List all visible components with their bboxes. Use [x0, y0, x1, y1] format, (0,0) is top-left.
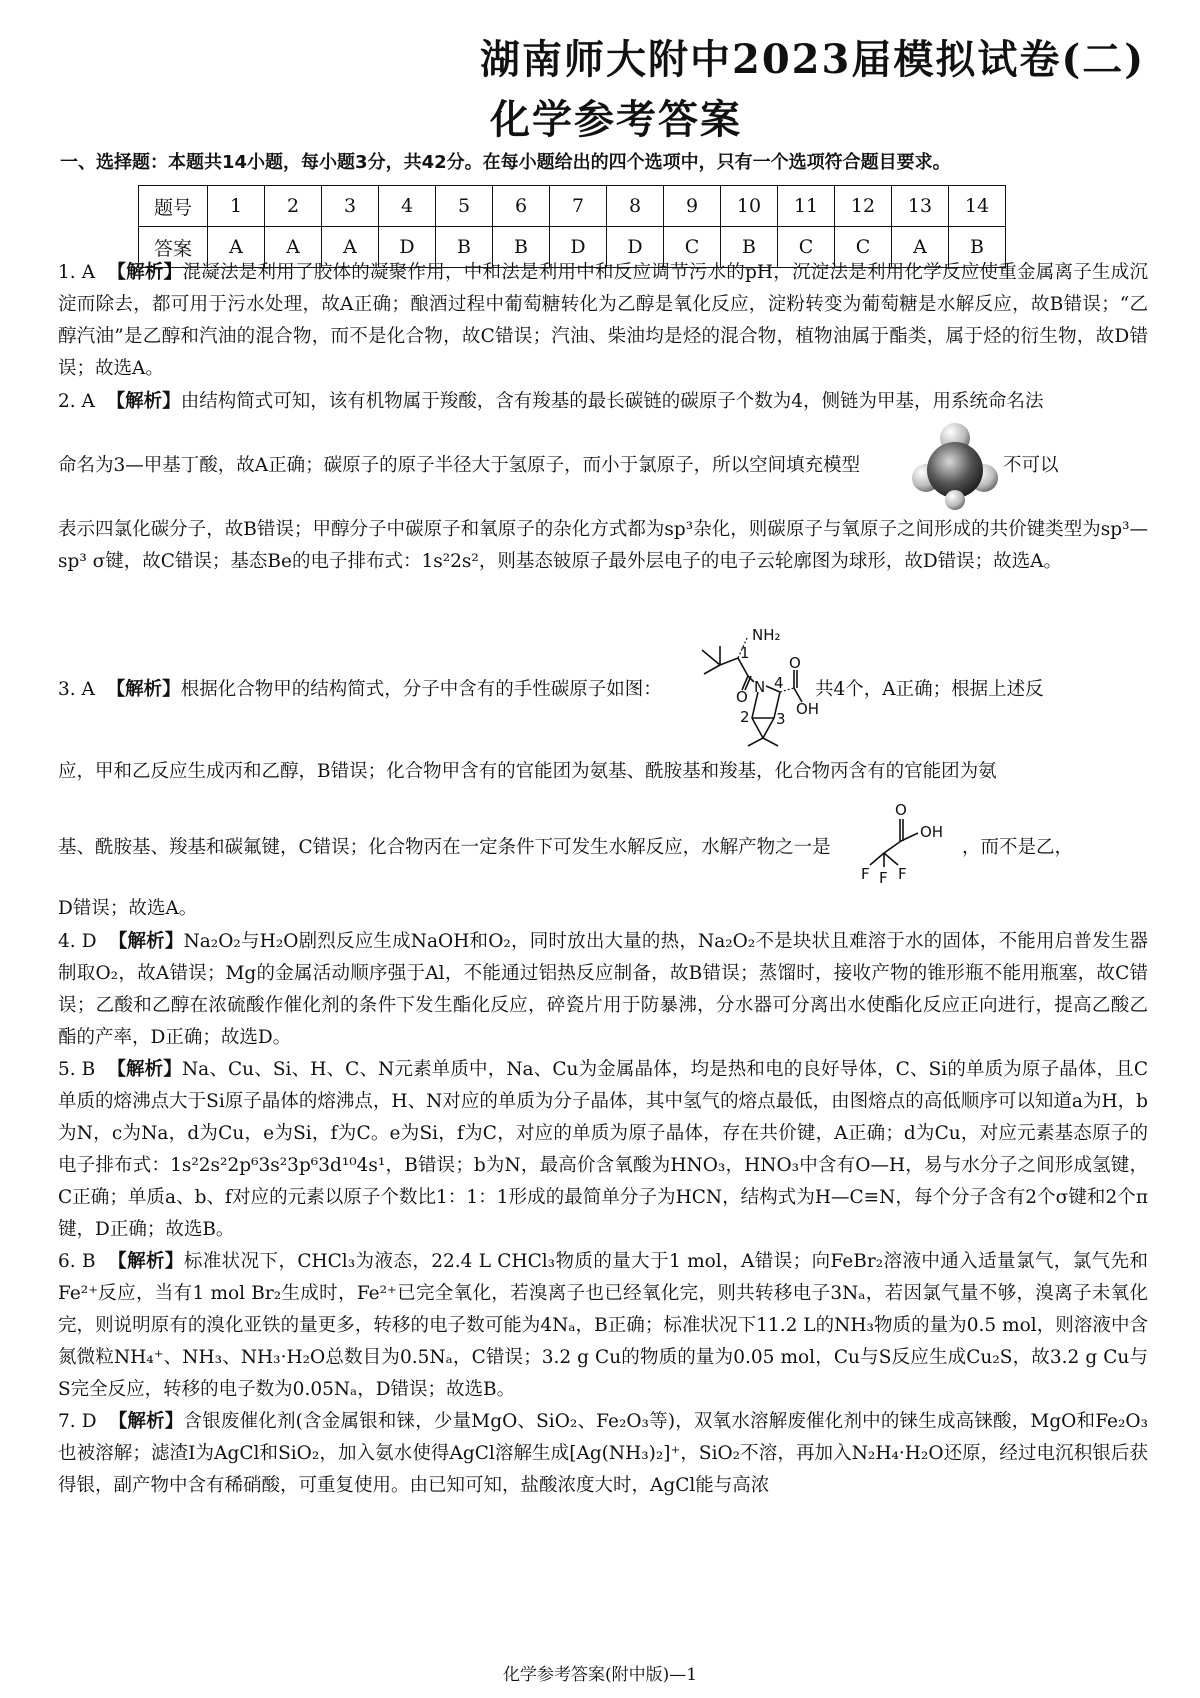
- analysis-tag: 【解析】: [108, 931, 184, 952]
- item-text: ，而不是乙，: [962, 837, 1074, 858]
- hydroxyl-label: OH: [796, 700, 820, 718]
- question-number-cell: 11: [778, 186, 835, 227]
- answer-item-2-line2b: [1003, 450, 1153, 482]
- question-number-cell: 10: [721, 186, 778, 227]
- acid-oxygen-label: O: [789, 654, 801, 672]
- answer-cell: D: [550, 227, 607, 268]
- question-number-cell: 12: [835, 186, 892, 227]
- answer-item-2: [58, 386, 1148, 418]
- item-text: 基、酰胺基、羧基和碳氟键，C错误；化合物丙在一定条件下可发生水解反应，水解产物之一是: [58, 837, 831, 858]
- question-number-cell: 9: [664, 186, 721, 227]
- tfa-fluorine-label: F: [879, 869, 888, 887]
- answer-item-1: [58, 257, 1148, 385]
- answer-cell: C: [664, 227, 721, 268]
- item-number: 3. A: [58, 679, 95, 700]
- answer-item-3: [58, 674, 718, 706]
- answer-item-3-line4: [58, 893, 1148, 925]
- question-number-cell: 2: [265, 186, 322, 227]
- page-title: 湖南师大附中2023届模拟试卷(二): [480, 36, 1146, 83]
- item-text: 共4个，A正确；根据上述反: [815, 679, 1044, 700]
- chiral-label-1: 1: [740, 644, 750, 662]
- item-text: 命名为3—甲基丁酸，故A正确；碳原子的原子半径大于氢原子，而小于氯原子，所以空间填充模型: [58, 455, 861, 476]
- analysis-tag: 【解析】: [107, 262, 183, 283]
- answer-cell: B: [721, 227, 778, 268]
- item-text: Na₂O₂与H₂O剧烈反应生成NaOH和O₂，同时放出大量的热，Na₂O₂不是块状且难溶于水的固体，不能用启普发生器制取O₂，故A错误；Mg的金属活动顺序强于Al，不能通过铝热反应制备，故B错误；蒸馏时，接收产物的锥形瓶不能用瓶塞，故C错误；乙酸和乙醇在浓硫酸作催化剂的条件下发生酯化反应，碎瓷片用于防暴沸，分水器可分离出水使酯化反应正向进行，提高乙酸乙酯的产率，D正确；故选D。: [58, 931, 1148, 1048]
- carbonyl-oxygen-label: O: [736, 688, 748, 706]
- nitrogen-label: N: [754, 678, 766, 696]
- answer-item-6: [58, 1246, 1148, 1406]
- question-number-cell: 14: [949, 186, 1006, 227]
- question-number-cell: 3: [322, 186, 379, 227]
- answer-item-2-line2: [58, 450, 908, 482]
- answer-table: [138, 185, 1006, 268]
- analysis-tag: 【解析】: [107, 1059, 182, 1080]
- page-subtitle: 化学参考答案: [490, 97, 742, 143]
- item-number: 7. D: [58, 1411, 97, 1432]
- question-number-cell: 4: [379, 186, 436, 227]
- answer-item-7: [58, 1406, 1148, 1502]
- tfa-oxygen-label: O: [895, 801, 907, 819]
- chiral-label-3: 3: [776, 710, 786, 728]
- tfa-fluorine-label: F: [861, 865, 870, 883]
- answer-table-number-row: [139, 186, 1006, 227]
- page-footer: 化学参考答案(附中版)—1: [502, 1665, 698, 1685]
- chiral-label-2: 2: [740, 708, 750, 726]
- item-text: 不可以: [1003, 455, 1059, 476]
- answer-item-3-line1b: [815, 674, 1150, 706]
- answer-cell: D: [379, 227, 436, 268]
- row-label-answer: 答案: [139, 227, 208, 268]
- item-number: 6. B: [58, 1251, 96, 1272]
- amino-group-label: NH₂: [752, 626, 781, 644]
- item-number: 2. A: [58, 391, 95, 412]
- answer-cell: C: [778, 227, 835, 268]
- item-text: 含银废催化剂(含金属银和铼，少量MgO、SiO₂、Fe₂O₃等)，双氧水溶解废催化剂中的铼生成高铼酸，MgO和Fe₂O₃也被溶解；滤渣Ⅰ为AgCl和SiO₂，加入氨水使得AgCl溶解生成[Ag(NH₃)₂]⁺，SiO₂不溶，再加入N₂H₄·H₂O还原，经过电沉积银后获得银，副产物中含有稀硝酸，可重复使用。由已知可知，盐酸浓度大时，AgCl能与高浓: [58, 1411, 1148, 1496]
- analysis-tag: 【解析】: [106, 391, 181, 412]
- answer-cell: D: [607, 227, 664, 268]
- item-text: 应，甲和乙反应生成丙和乙醇，B错误；化合物甲含有的官能团为氨基、酰胺基和羧基，化合物丙含有的官能团为氨: [58, 761, 997, 782]
- analysis-tag: 【解析】: [108, 1251, 184, 1272]
- question-number-cell: 7: [550, 186, 607, 227]
- answer-item-3-line3b: [962, 832, 1150, 864]
- item-number: 1. A: [58, 262, 96, 283]
- analysis-tag: 【解析】: [108, 1411, 184, 1432]
- item-text: 由结构简式可知，该有机物属于羧酸，含有羧基的最长碳链的碳原子个数为4，侧链为甲基，用系统命名法: [180, 391, 1044, 412]
- question-number-cell: 8: [607, 186, 664, 227]
- question-number-cell: 13: [892, 186, 949, 227]
- row-label-number: 题号: [139, 186, 208, 227]
- item-number: 4. D: [58, 931, 97, 952]
- answer-item-5: [58, 1054, 1148, 1246]
- chiral-label-4: 4: [774, 674, 784, 692]
- answer-cell: A: [322, 227, 379, 268]
- answer-cell: C: [835, 227, 892, 268]
- answer-cell: B: [493, 227, 550, 268]
- item-text: D错误；故选A。: [58, 898, 198, 919]
- question-number-cell: 6: [493, 186, 550, 227]
- item-text: Na、Cu、Si、H、C、N元素单质中，Na、Cu为金属晶体，均是热和电的良好导体，C、Si的单质为原子晶体，且C单质的熔沸点大于Si原子晶体的熔沸点，H、N对应的单质为分子晶体，其中氢气的熔点最低，由图熔点的高低顺序可以知道a为H，b为N，c为Na，d为Cu，e为Si，f为C。e为Si，f为C，对应的单质为原子晶体，存在共价键，A正确；d为Cu，对应元素基态原子的电子排布式：1s²2s²2p⁶3s²3p⁶3d¹⁰4s¹，B错误；b为N，最高价含氧酸为HNO₃，HNO₃中含有O—H，易与水分子之间形成氢键，C正确；单质a、b、f对应的元素以原子个数比1：1：1形成的最简单分子为HCN，结构式为H—C≡N，每个分子含有2个σ键和2个π键，D正确；故选B。: [58, 1059, 1148, 1240]
- trifluoroacetic-acid-image: [858, 795, 968, 885]
- answer-item-3-line2: [58, 756, 1148, 788]
- question-number-cell: 5: [436, 186, 493, 227]
- answer-item-4: [58, 926, 1148, 1054]
- tfa-fluorine-label: F: [898, 865, 907, 883]
- answer-cell: A: [892, 227, 949, 268]
- item-number: 5. B: [58, 1059, 96, 1080]
- space-filling-model-image: [910, 420, 1000, 510]
- answer-cell: B: [949, 227, 1006, 268]
- item-text: 表示四氯化碳分子，故B错误；甲醇分子中碳原子和氧原子的杂化方式都为sp³杂化，则碳原子与氧原子之间形成的共价键类型为sp³—sp³ σ键，故C错误；基态Be的电子排布式：1s²2s²，则基态铍原子最外层电子的电子云轮廓图为球形，故D错误；故选A。: [58, 519, 1148, 572]
- analysis-tag: 【解析】: [106, 679, 181, 700]
- answer-item-3-line3: [58, 832, 858, 864]
- item-text: 根据化合物甲的结构简式，分子中含有的手性碳原子如图：: [180, 679, 662, 700]
- item-text: 标准状况下，CHCl₃为液态，22.4 L CHCl₃物质的量大于1 mol，A错误；向FeBr₂溶液中通入适量氯气，氯气先和Fe²⁺反应，当有1 mol Br₂生成时，Fe²⁺已完全氧化，若溴离子也已经氧化完，则共转移电子3Nₐ，若因氯气量不够，溴离子未氧化完，则说明原有的溴化亚铁的量更多，转移的电子数可能为4Nₐ，B正确；标准状况下11.2 L的NH₃物质的量为0.5 mol，则溶液中含氮微粒NH₄⁺、NH₃、NH₃·H₂O总数目为0.5Nₐ，C错误；3.2 g Cu的物质的量为0.05 mol，Cu与S反应生成Cu₂S，故3.2 g Cu与S完全反应，转移的电子数为0.05Nₐ，D错误；故选B。: [58, 1251, 1148, 1400]
- answer-cell: B: [436, 227, 493, 268]
- item-text: 混凝法是利用了胶体的凝聚作用，中和法是利用中和反应调节污水的pH，沉淀法是利用化学反应使重金属离子生成沉淀而除去，都可用于污水处理，故A正确；酿酒过程中葡萄糖转化为乙醇是氧化反应，淀粉转变为葡萄糖是水解反应，故B错误；“乙醇汽油”是乙醇和汽油的混合物，而不是化合物，故C错误；汽油、柴油均是烃的混合物，植物油属于酯类，属于烃的衍生物，故D错误；故选A。: [58, 262, 1148, 379]
- answer-cell: A: [208, 227, 265, 268]
- answer-cell: A: [265, 227, 322, 268]
- tfa-hydroxyl-label: OH: [920, 823, 944, 841]
- answer-item-2-line3: [58, 514, 1148, 578]
- question-number-cell: 1: [208, 186, 265, 227]
- section-heading: 一、选择题：本题共14小题，每小题3分，共42分。在每小题给出的四个选项中，只有一个选项符合题目要求。: [60, 152, 951, 173]
